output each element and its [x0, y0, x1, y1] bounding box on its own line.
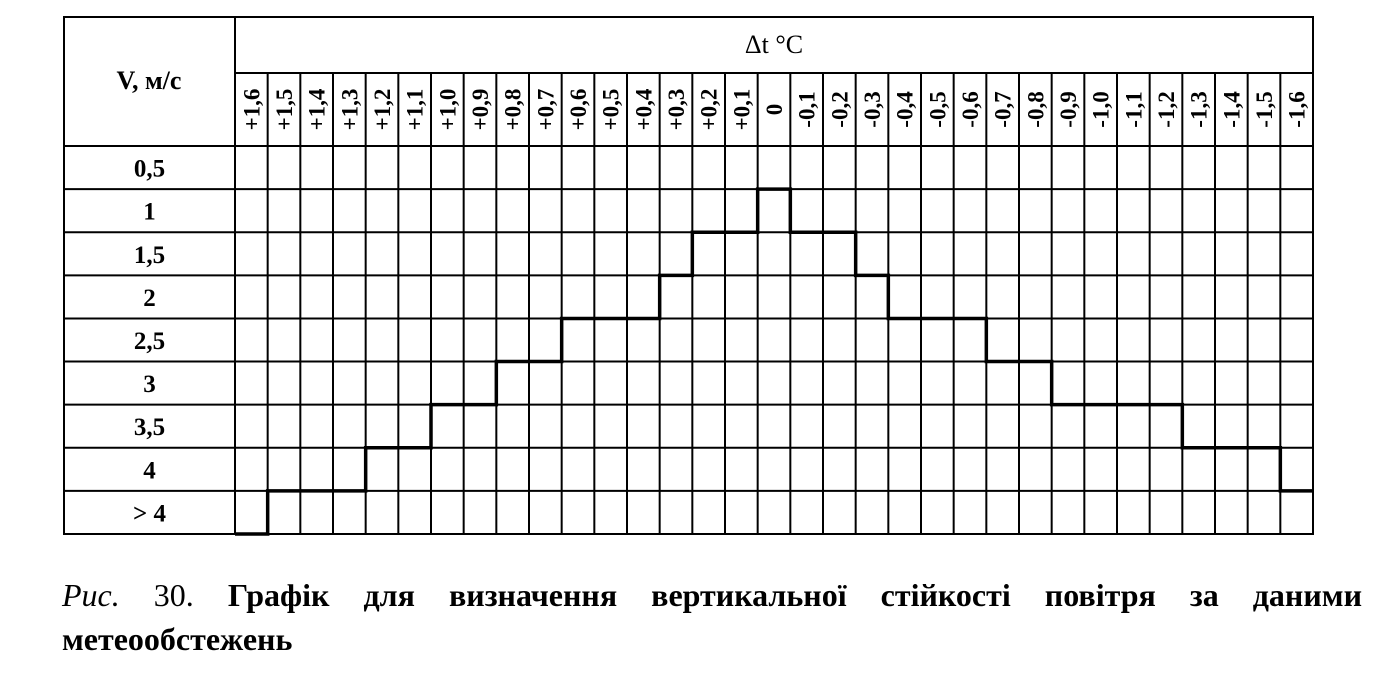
column-header: +0,7	[533, 88, 559, 131]
column-header: 0	[762, 103, 787, 116]
figure-label: Рис. 30.	[62, 577, 194, 613]
column-header: -1,6	[1284, 91, 1310, 128]
column-header: -1,4	[1219, 91, 1245, 128]
column-header: +1,2	[370, 88, 395, 131]
column-header: -0,2	[827, 91, 853, 128]
row-axis-label: V, м/с	[116, 66, 182, 95]
column-header: -1,5	[1252, 91, 1277, 128]
column-axis-label: Δt °C	[744, 30, 804, 59]
row-header: 3,5	[133, 414, 166, 442]
figure-caption	[62, 573, 1362, 661]
column-header: +0,9	[468, 88, 493, 131]
row-header: 0,5	[133, 155, 166, 183]
column-header: +0,6	[566, 88, 591, 131]
column-header: -0,7	[990, 91, 1016, 128]
column-header: -1,3	[1186, 91, 1212, 128]
column-header: +0,1	[729, 88, 755, 131]
caption-text: Графік для визначення вертикальної стійкості повітря за даними метеообстежень	[62, 577, 1363, 657]
column-header: -1,1	[1121, 91, 1147, 128]
column-header: +0,4	[631, 88, 657, 131]
column-header: +1,4	[304, 88, 330, 131]
column-header: -0,1	[794, 91, 820, 128]
column-header: +1,3	[337, 88, 363, 131]
column-header: -0,6	[958, 91, 983, 128]
column-header: -1,0	[1088, 91, 1114, 128]
column-header: -0,5	[925, 91, 951, 128]
row-header: 2,5	[133, 328, 166, 355]
row-header: 2	[143, 284, 156, 312]
column-header: +1,5	[272, 88, 297, 131]
column-header: -0,8	[1023, 91, 1049, 128]
column-header: -0,9	[1056, 91, 1081, 128]
row-header: 4	[143, 457, 156, 485]
column-header: +1,0	[435, 88, 461, 131]
column-header: +1,6	[239, 88, 265, 131]
column-header: +0,5	[598, 88, 624, 131]
column-header: +0,3	[664, 88, 689, 131]
row-header: 3	[143, 371, 156, 399]
column-header: -0,3	[860, 91, 885, 128]
column-header: +0,8	[500, 88, 526, 131]
column-header: +1,1	[402, 88, 428, 131]
column-header: -0,4	[892, 91, 918, 128]
column-header: +0,2	[696, 88, 722, 131]
column-header: -1,2	[1154, 91, 1179, 128]
row-header: > 4	[133, 500, 166, 528]
row-header: 1	[143, 198, 156, 226]
row-header: 1,5	[133, 241, 166, 269]
row-headers	[133, 156, 166, 528]
